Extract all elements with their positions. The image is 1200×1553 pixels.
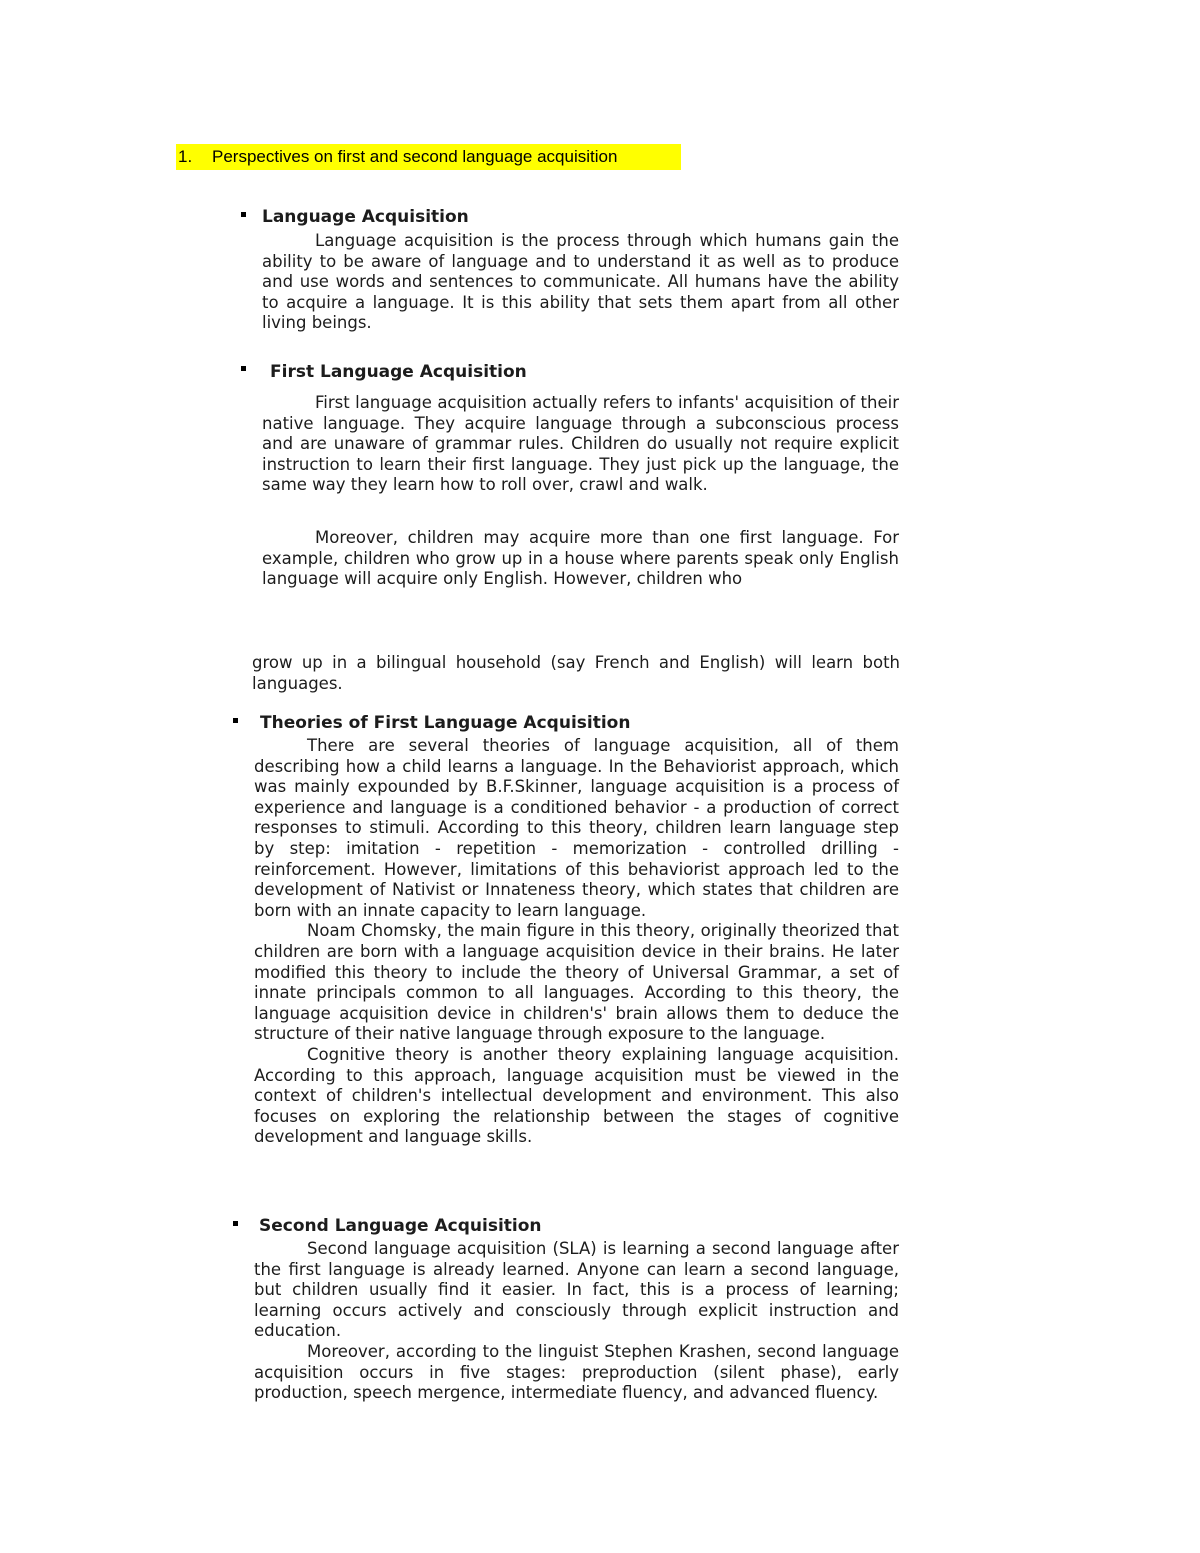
- section-language-acquisition: [262, 206, 899, 334]
- paragraph: First language acquisition actually refers to infants' acquisition of their native language. They acquire language through a subconscious process and are unaware of grammar rules. Children do usually not require explicit instruction to learn their first language. They just pick up the language, the same way they learn how to roll over, crawl and walk.: [262, 393, 899, 495]
- heading-highlighted: [176, 144, 681, 170]
- section-title: Language Acquisition: [262, 207, 469, 227]
- bullet-icon: [241, 212, 246, 217]
- section-theories: [254, 712, 899, 1148]
- section-title: Theories of First Language Acquisition: [260, 713, 631, 733]
- heading-text: Perspectives on first and second language acquisition: [212, 147, 618, 166]
- section-first-language-acquisition: [262, 361, 899, 590]
- bullet-icon: [241, 366, 246, 371]
- section-second-language-acquisition: [254, 1215, 899, 1404]
- bullet-icon: [233, 1221, 238, 1226]
- heading-number: 1.: [178, 147, 193, 166]
- paragraph: Noam Chomsky, the main figure in this theory, originally theorized that children are born with a language acquisition device in their brains. He later modified this theory to include the theory of Universal Grammar, a set of innate principals common to all languages. According to this theory, the language acquisition device in children's' brain allows them to deduce the structure of their native language through exposure to the language.: [254, 921, 899, 1044]
- paragraph: Cognitive theory is another theory explaining language acquisition. According to this approach, language acquisition must be viewed in the context of children's intellectual development and environment. This also focuses on exploring the relationship between the stages of cognitive development and language skills.: [254, 1044, 899, 1147]
- paragraph: Moreover, children may acquire more than one first language. For example, children who grow up in a house where parents speak only English language will acquire only English. However, children who: [262, 527, 899, 589]
- paragraph: grow up in a bilingual household (say French and English) will learn both languages.: [252, 653, 900, 693]
- paragraph: Second language acquisition (SLA) is learning a second language after the first language is already learned. Anyone can learn a second language, but children usually find it easier. In fact, this is a process of learning; learning occurs actively and consciously through explicit instruction and education.: [254, 1239, 899, 1341]
- section-title: First Language Acquisition: [270, 362, 527, 382]
- paragraph: Language acquisition is the process through which humans gain the ability to be aware of language and to understand it as well as to produce and use words and sentences to communicate. All humans have the ability to acquire a language. It is this ability that sets them apart from all other living beings.: [262, 231, 899, 333]
- paragraph: Moreover, according to the linguist Stephen Krashen, second language acquisition occurs in five stages: preproduction (silent phase), early production, speech mergence, intermediate fluency, and advanced fluency.: [254, 1341, 899, 1403]
- paragraph-continuation: [252, 653, 900, 694]
- bullet-icon: [233, 718, 238, 723]
- section-title: Second Language Acquisition: [259, 1216, 542, 1236]
- paragraph: There are several theories of language acquisition, all of them describing how a child learns a language. In the Behaviorist approach, which was mainly expounded by B.F.Skinner, language acquisition is a process of experience and language is a conditioned behavior - a production of correct responses to stimuli. According to this theory, children learn language step by step: imitation - repetition - memorization - controlled drilling - reinforcement. However, limitations of this behaviorist approach led to the development of Nativist or Innateness theory, which states that children are born with an innate capacity to learn language.: [254, 736, 899, 920]
